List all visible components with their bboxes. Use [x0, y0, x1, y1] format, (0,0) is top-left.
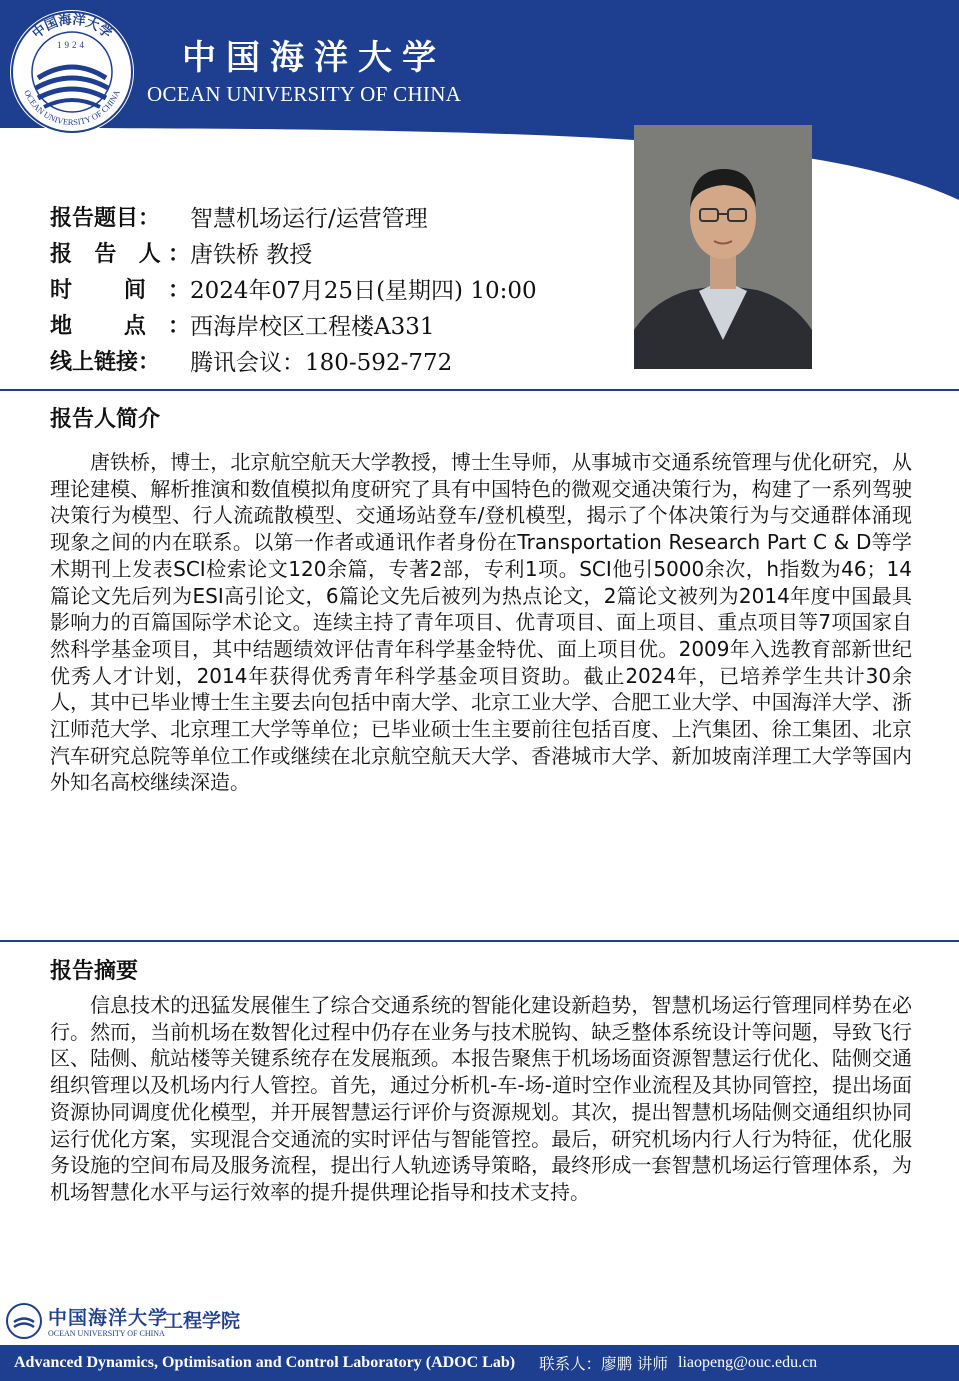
info-label-title: 报告题目： [50, 205, 161, 231]
footer-contact-name: 廖鹏 讲师 [601, 1355, 669, 1373]
abstract-section-title: 报告摘要 [50, 959, 139, 984]
info-label-location: 地 点： [50, 313, 190, 339]
footer-bar [0, 1345, 959, 1381]
header-banner [0, 0, 959, 200]
divider-middle [0, 940, 959, 942]
footer-contact-label: 联系人： [539, 1355, 602, 1373]
info-value-online-link: 腾讯会议：180-592-772 [190, 349, 453, 376]
info-label-online-link: 线上链接： [50, 349, 161, 375]
divider-top [0, 389, 959, 391]
info-value-location: 西海岸校区工程楼A331 [190, 313, 435, 340]
footer-email: liaopeng@ouc.edu.cn [678, 1354, 818, 1371]
university-logo [8, 8, 136, 136]
info-value-title: 智慧机场运行/运营管理 [190, 205, 428, 232]
footer-university-cn: 中国海洋大学 [48, 1307, 169, 1329]
info-row-title [50, 198, 537, 234]
logo-ring-text-en: OCEAN UNIVERSITY OF CHINA [22, 88, 122, 128]
info-row-location [50, 306, 537, 342]
info-row-time [50, 270, 537, 306]
info-label-time: 时 间： [50, 277, 190, 303]
talk-info [50, 198, 537, 378]
info-value-speaker: 唐铁桥 教授 [190, 241, 313, 268]
logo-year: 1924 [57, 40, 87, 50]
bio-section-title: 报告人简介 [50, 407, 161, 432]
university-name-cn: 中国海洋大学 [182, 38, 446, 78]
footer-logo-icon [6, 1303, 42, 1339]
bio-paragraph: 唐铁桥，博士，北京航空航天大学教授，博士生导师，从事城市交通系统管理与优化研究，从理论建模、解析推演和数值模拟角度研究了具有中国特色的微观交通决策行为，构建了一系列驾驶决策行为模型、行人流疏散模型、交通场站登车/登机模型，揭示了个体决策行为与交通群体涌现现象之间的内在联系。以第一作者或通讯作者身份在Transportation Research Part C & D等学术期刊上发表SCI检索论文120余篇，专著2部，专利1项。SCI他引5000余次，h指数为46；14篇论文先后列为ESI高引论文，6篇论文先后被列为热点论文，2篇论文被列为2014年度中国最具影响力的百篇国际学术论文。连续主持了青年项目、优青项目、面上项目、重点项目等7项国家自然科学基金项目，其中结题绩效评估青年科学基金特优、面上项目优。2009年入选教育部新世纪优秀人才计划，2014年获得优秀青年科学基金项目资助。截止2024年，已培养学生共计30余人，其中已毕业博士生主要去向包括中南大学、北京工业大学、合肥工业大学、中国海洋大学、浙江师范大学、北京理工大学等单位；已毕业硕士生主要前往包括百度、上汽集团、徐工集团、北京汽车研究总院等单位工作或继续在北京航空航天大学、香港城市大学、新加坡南洋理工大学等国内外知名高校继续深造。 [50, 450, 912, 795]
info-value-time: 2024年07月25日(星期四) 10:00 [190, 277, 537, 304]
footer-university-en: OCEAN UNIVERSITY OF CHINA [48, 1329, 165, 1338]
info-label-speaker: 报 告 人： [50, 241, 190, 267]
university-name-en: OCEAN UNIVERSITY OF CHINA [147, 82, 462, 106]
footer-lab-name: Advanced Dynamics, Optimisation and Control Laboratory (ADOC Lab) [14, 1354, 516, 1371]
logo-ring-text: 中国海洋大学 [29, 12, 115, 42]
info-row-speaker [50, 234, 537, 270]
info-row-online-link [50, 342, 537, 378]
abstract-paragraph: 信息技术的迅猛发展催生了综合交通系统的智能化建设新趋势，智慧机场运行管理同样势在必行。然而，当前机场在数智化过程中仍存在业务与技术脱钩、缺乏整体系统设计等问题，导致飞行区、陆侧、航站楼等关键系统存在发展瓶颈。本报告聚焦于机场场面资源智慧运行优化、陆侧交通组织管理以及机场内行人管控。首先，通过分析机-车-场-道时空作业流程及其协同管控，提出场面资源协同调度优化模型，并开展智慧运行评价与资源规划。其次，提出智慧机场陆侧交通组织协同运行优化方案，实现混合交通流的实时评估与智能管控。最后，研究机场内行人行为特征，优化服务设施的空间布局及服务流程，提出行人轨迹诱导策略，最终形成一套智慧机场运行管理体系，为机场智慧化水平与运行效率的提升提供理论指导和技术支持。 [50, 993, 912, 1204]
person-portrait-icon [634, 125, 812, 369]
footer-college: 工程学院 [164, 1310, 241, 1332]
speaker-photo [634, 125, 812, 369]
